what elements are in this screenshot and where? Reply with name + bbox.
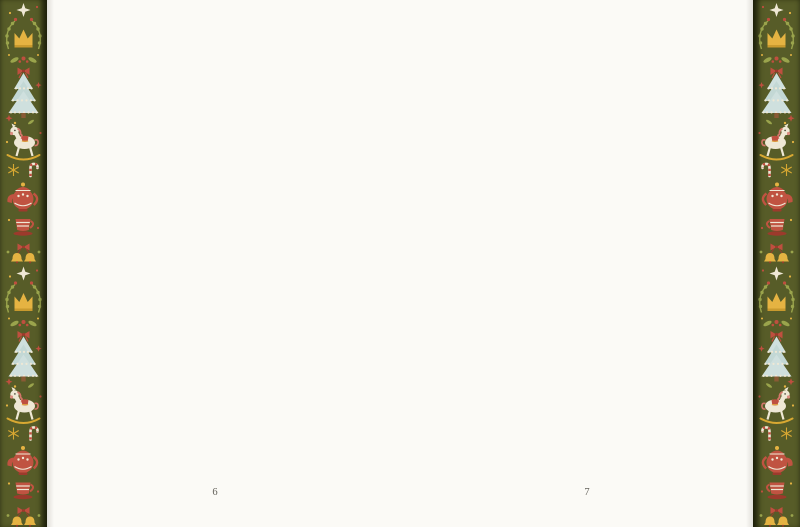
left-decorative-border <box>0 0 47 527</box>
page-spread <box>47 0 753 527</box>
page-number-right: 7 <box>584 487 590 498</box>
right-decorative-border <box>753 0 800 527</box>
page-number-left: 6 <box>212 487 218 498</box>
